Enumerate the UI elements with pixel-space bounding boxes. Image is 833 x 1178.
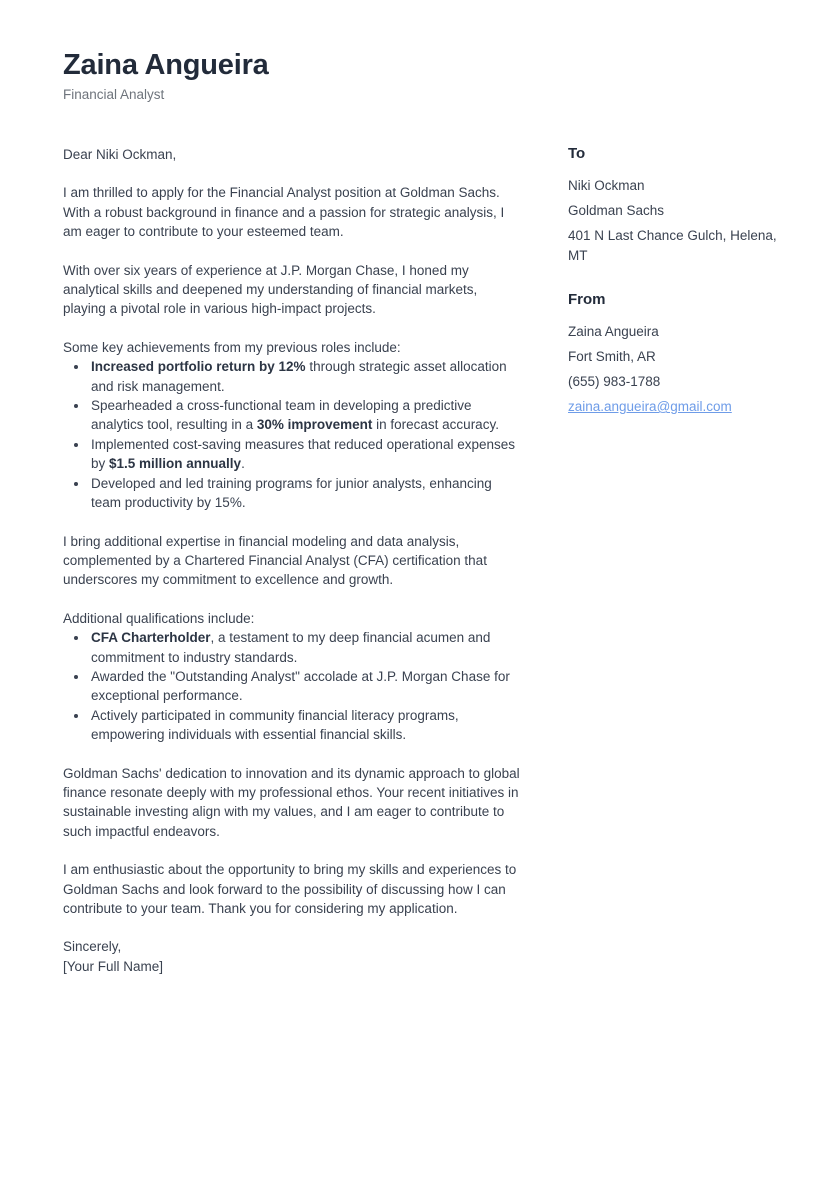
letter-body	[63, 145, 523, 995]
recipient-heading: To	[568, 145, 586, 162]
paragraph	[63, 937, 523, 976]
paragraph	[63, 764, 523, 842]
recipient-name: Niki Ockman	[568, 178, 645, 193]
bold-text-run: $1.5 million annually	[109, 456, 242, 472]
text-run: .	[241, 456, 245, 472]
text-run: Some key achievements from my previous roles include:	[63, 339, 401, 355]
letter-header	[63, 48, 773, 103]
list-item	[89, 474, 523, 513]
recipient-company: Goldman Sachs	[568, 203, 665, 218]
paragraph	[63, 261, 523, 319]
paragraph	[63, 532, 523, 590]
paragraph	[63, 183, 523, 241]
sender-name: Zaina Angueira	[568, 324, 659, 339]
list-item	[89, 396, 523, 435]
letter-sidebar	[568, 145, 780, 422]
sender-email-line	[568, 397, 780, 417]
text-run: Implemented cost-saving measures that reduced operational expenses by	[91, 436, 515, 472]
email-link[interactable]: zaina.angueira@gmail.com	[568, 399, 732, 414]
list-item	[89, 706, 523, 745]
list-item	[89, 435, 523, 474]
sender-heading: From	[568, 291, 606, 308]
text-run: Actively participated in community financial literacy programs, empowering individuals with essential financial skills.	[91, 707, 459, 743]
text-run: , a testament to my deep financial acumen and commitment to industry standards.	[91, 630, 491, 665]
text-run: Goldman Sachs' dedication to innovation and its dynamic approach to global finance resonate deeply with my professional ethos. Your recent initiatives in sustainable investing align with my values, and I am eager to contribute to such impactful endeavors.	[63, 765, 520, 839]
bold-text-run: Increased portfolio return by 12%	[91, 359, 306, 375]
list-item	[89, 667, 523, 706]
text-run: [Your Full Name]	[63, 958, 164, 974]
paragraph	[63, 338, 523, 357]
text-run: through strategic asset allocation and risk management.	[91, 359, 507, 394]
recipient-address: 401 N Last Chance Gulch, Helena, MT	[568, 228, 777, 263]
sender-phone: (655) 983-1788	[568, 374, 661, 389]
text-run: Dear Niki Ockman,	[63, 147, 177, 162]
text-run: Awarded the "Outstanding Analyst" accolade at J.P. Morgan Chase for exceptional performance.	[91, 668, 510, 704]
applicant-job-title: Financial Analyst	[63, 86, 165, 102]
text-run: in forecast accuracy.	[372, 417, 499, 433]
text-run: I bring additional expertise in financial modeling and data analysis, complemented by a Chartered Financial Analyst (CFA) certification that underscores my commitment to excellence and growth.	[63, 533, 487, 588]
sender-location: Fort Smith, AR	[568, 349, 656, 364]
sender-section	[568, 291, 780, 417]
list-item	[89, 357, 523, 396]
paragraph	[63, 145, 523, 164]
text-run: Developed and led training programs for junior analysts, enhancing team productivity by 15%.	[91, 475, 492, 511]
recipient-section	[568, 145, 780, 266]
text-run: Spearheaded a cross-functional team in developing a predictive analytics tool, resulting in a	[91, 398, 472, 433]
bold-text-run: CFA Charterholder	[91, 630, 211, 646]
text-run: I am enthusiastic about the opportunity to bring my skills and experiences to Goldman Sachs and look forward to the possibility of discussing how I can contribute to your team. Thank you for considering my application.	[63, 862, 517, 916]
list-item	[89, 628, 523, 667]
bullet-list	[63, 628, 523, 744]
paragraph	[63, 609, 523, 628]
text-run: Additional qualifications include:	[63, 610, 255, 626]
text-run: With over six years of experience at J.P. Morgan Chase, I honed my analytical skills and deepened my understanding of financial markets, playing a pivotal role in various high-impact projects.	[63, 262, 478, 317]
text-run: I am thrilled to apply for the Financial Analyst position at Goldman Sachs. With a robust background in finance and a passion for strategic analysis, I am eager to contribute to your esteemed team.	[63, 185, 505, 240]
text-run: Sincerely,	[63, 939, 122, 955]
bold-text-run: 30% improvement	[256, 417, 373, 433]
applicant-name: Zaina Angueira	[63, 49, 269, 81]
paragraph	[63, 860, 523, 918]
bullet-list	[63, 357, 523, 512]
